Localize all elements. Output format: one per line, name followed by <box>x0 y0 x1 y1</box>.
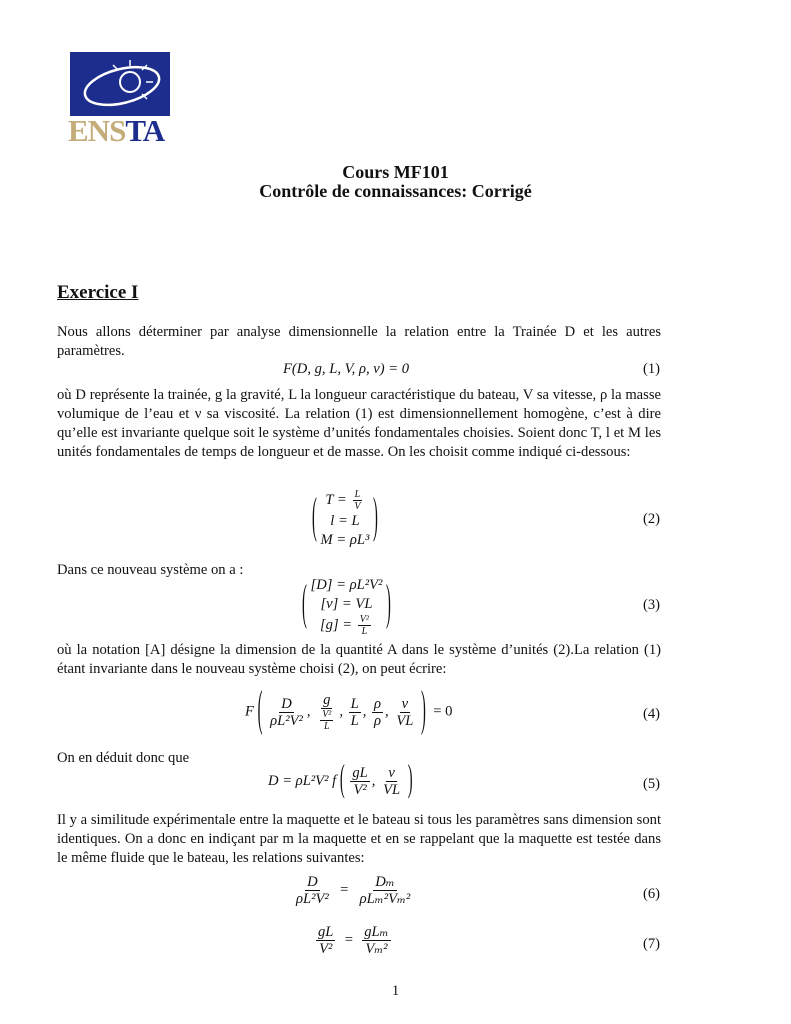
equation-2-row-3: M = ρL³ <box>320 532 370 548</box>
logo-sun-icon <box>70 52 170 116</box>
equation-6: $\frac{D}{\text{ρL²V²}}$ = $\frac{\text{Dₘ}}{\text{ρLₘ²Vₘ²}}$ <box>296 874 411 907</box>
paragraph-definitions: où D représente la trainée, g la gravité, L la longueur caractéristique du bateau, V sa vitesse, ρ la masse volumique de l’eau et ν sa viscosité. La relation (1) est dimensionnellement homogène, c’est à dire qu’elle est invariante quelque soit le système d’unités fondamentales choisies. Soient donc T, l et M les unités fondamentales de temps de longueur et de masse. On les choisit comme indiqué ci-dessous: <box>57 387 661 460</box>
equation-3-row-3: [g] = $\frac{\text{V²}}{L}$ <box>319 614 369 637</box>
equation-5-number: (5) <box>642 776 660 792</box>
equation-3-number: (3) <box>642 597 660 613</box>
equation-7: $\frac{gL}{\text{V²}}$ = $\frac{\text{gLₘ}}{\text{Vₘ²}}$ <box>318 924 389 957</box>
equation-2-number: (2) <box>642 511 660 527</box>
equation-4: F ( $\frac{D}{\text{ρL²V²}}$ , $\frac{g}{\frac{\text{V²}}{L}}$ , $\frac{L}{L}$ , $\frac{\rho}{\rho}$ , $\frac{\nu}{VL}$ ) = 0 <box>245 683 453 738</box>
page-number: 1 <box>391 983 400 999</box>
paragraph-new-system: Dans ce nouveau système on a : <box>57 562 244 578</box>
section-heading: Exercice I <box>57 282 139 303</box>
document-subtitle: Contrôle de connaissances: Corrigé <box>259 181 532 201</box>
equation-1: F(D, g, L, V, ρ, ν) = 0 <box>283 361 410 377</box>
equation-3-row-2: [ν] = VL <box>320 596 373 612</box>
equation-4-number: (4) <box>642 706 660 722</box>
equation-3: ( [D] = ρL²V² [ν] = VL [g] = $\frac{\text{V²}}{L}$ ) <box>302 577 391 637</box>
equation-7-number: (7) <box>642 936 660 952</box>
paragraph-deduction: On en déduit donc que <box>57 750 190 766</box>
equation-5: D = ρL²V² f ( $\frac{gL}{\text{V²}}$ , $\frac{\nu}{VL}$ ) <box>268 759 413 801</box>
paragraph-notation: où la notation [A] désigne la dimension de la quantité A dans le système d’unités (2).La relation (1) étant invariante dans le nouveau système choisi (2), on peut écrire: <box>57 642 661 677</box>
document-title: Cours MF101 <box>342 162 449 182</box>
equation-2: ( T = $\frac{L}{V}$ l = L M = ρL³ ) <box>312 489 378 548</box>
equation-1-number: (1) <box>642 361 660 377</box>
logo-wordmark: ENSTA <box>68 113 165 148</box>
ensta-logo <box>68 52 173 147</box>
paragraph-intro: Nous allons déterminer par analyse dimensionnelle la relation entre la Trainée D et les autres paramètres. <box>57 324 661 359</box>
equation-2-row-2: l = L <box>330 513 360 529</box>
equation-2-row-1: T = $\frac{L}{V}$ <box>325 489 361 512</box>
equation-3-row-1: [D] = ρL²V² <box>310 577 383 593</box>
logo-emblem <box>70 52 170 116</box>
paragraph-similitude: Il y a similitude expérimentale entre la maquette et le bateau si tous les paramètres sans dimension sont identiques. On a donc en indiçant par m la maquette et en se rappelant que la maquette est testée dans le même fluide que le bateau, les relations suivantes: <box>57 812 661 866</box>
equation-6-number: (6) <box>642 886 660 902</box>
